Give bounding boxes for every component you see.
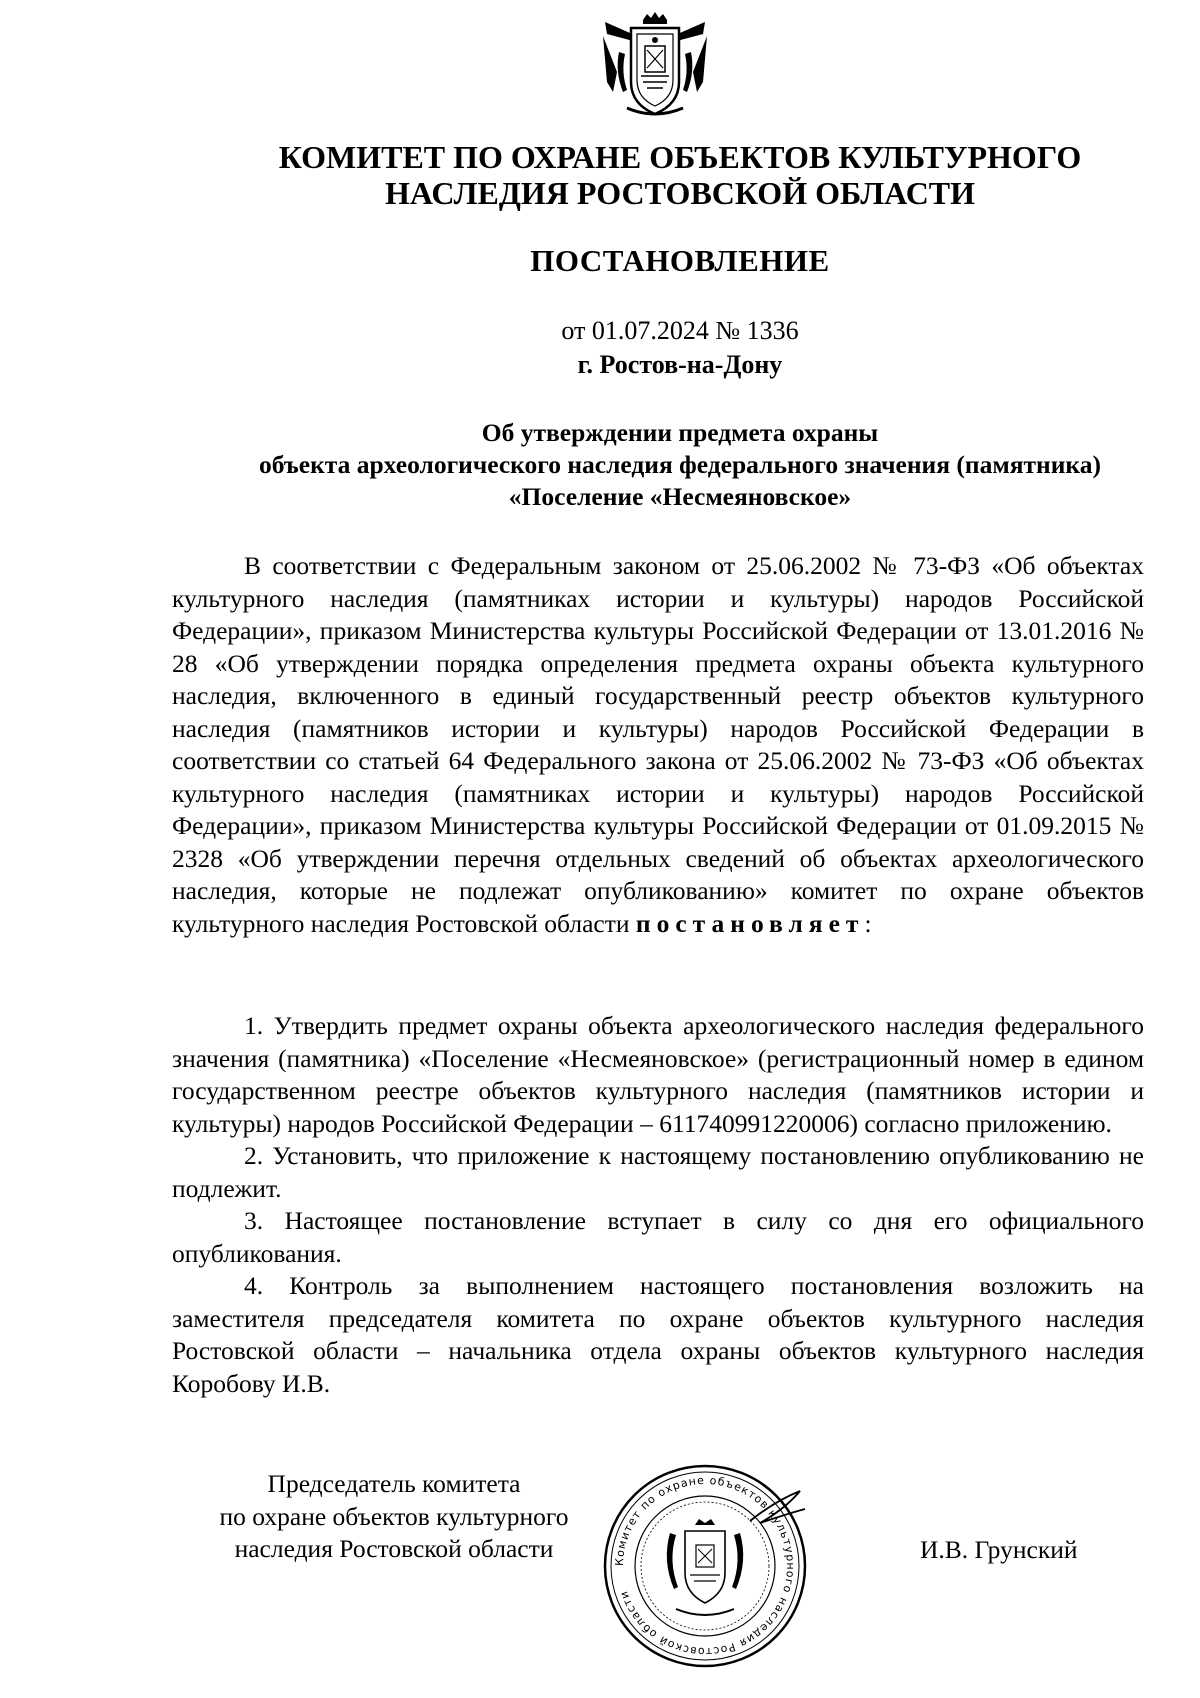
- decree-item-4: 4. Контроль за выполнением настоящего постановления возложить на заместителя председателя комитета по охране объектов культурного наследия Ростовской области – начальника отдела охраны объектов культурного наследия Коробову И.В.: [172, 1271, 1144, 1398]
- decree-item-2: 2. Установить, что приложение к настоящему постановлению опубликованию не подлежит.: [172, 1141, 1144, 1203]
- seal-text: Комитет по охране объектов культурного наследия Ростовской области: [612, 1473, 798, 1659]
- decree-verb: постановляет: [635, 908, 865, 938]
- decree-item-3: 3. Настоящее постановление вступает в силу со дня его официального опубликования.: [172, 1206, 1144, 1268]
- official-seal-icon: [600, 1461, 810, 1671]
- document-type-title: ПОСТАНОВЛЕНИЕ: [530, 243, 830, 278]
- subject-line-3: «Поселение «Несмеяновское»: [508, 482, 852, 511]
- organization-name-line-2: НАСЛЕДИЯ РОСТОВСКОЙ ОБЛАСТИ: [384, 175, 976, 211]
- subject-line-2: объекта археологического наследия федерального значения (памятника): [259, 450, 1101, 479]
- decree-items-list: [172, 1010, 1144, 1400]
- signer-position-line-1: Председатель комитета: [267, 1469, 521, 1498]
- preamble-paragraph: [172, 550, 1144, 940]
- subject-line-1: Об утверждении предмета охраны: [481, 418, 879, 447]
- signer-position-line-2: по охране объектов культурного: [219, 1501, 569, 1531]
- decree-colon: :: [864, 908, 872, 938]
- coat-of-arms-icon: [597, 12, 713, 120]
- document-date-number: от 01.07.2024 № 1336: [561, 316, 799, 345]
- document-city: г. Ростов-на-Дону: [577, 350, 783, 379]
- organization-name-line-1: КОМИТЕТ ПО ОХРАНЕ ОБЪЕКТОВ КУЛЬТУРНОГО: [278, 139, 1082, 175]
- decree-item-1: 1. Утвердить предмет охраны объекта археологического наследия федерального значения (памятника) «Поселение «Несмеяновское» (регистрационный номер в едином государственном реестре объектов культурного наследия (памятников истории и культуры) народов Российской Федерации – 611740991220006) согласно приложению.: [172, 1011, 1144, 1138]
- signer-position-line-3: наследия Ростовской области: [234, 1534, 554, 1563]
- preamble-text: [172, 550, 1144, 940]
- signer-position: [170, 1468, 618, 1566]
- preamble-body: В соответствии с Федеральным законом от 25.06.2002 № 73-ФЗ «Об объектах культурного наследия (памятниках истории и культуры) народов Российской Федерации», приказом Министерства культуры Российской Федерации от 13.01.2016 № 28 «Об утверждении порядка определения предмета охраны объекта культурного наследия, включенного в единый государственный реестр объектов культурного наследия (памятников истории и культуры) народов Российской Федерации в соответствии со статьей 64 Федерального закона от 25.06.2002 № 73-ФЗ «Об объектах культурного наследия (памятниках истории и культуры) народов Российской Федерации», приказом Министерства культуры Российской Федерации от 01.09.2015 № 2328 «Об утверждении перечня отдельных сведений об объектах археологического наследия, которые не подлежат опубликованию» комитет по охране объектов культурного наследия Ростовской области: [172, 551, 1144, 938]
- signer-name: И.В. Грунский: [920, 1535, 1078, 1564]
